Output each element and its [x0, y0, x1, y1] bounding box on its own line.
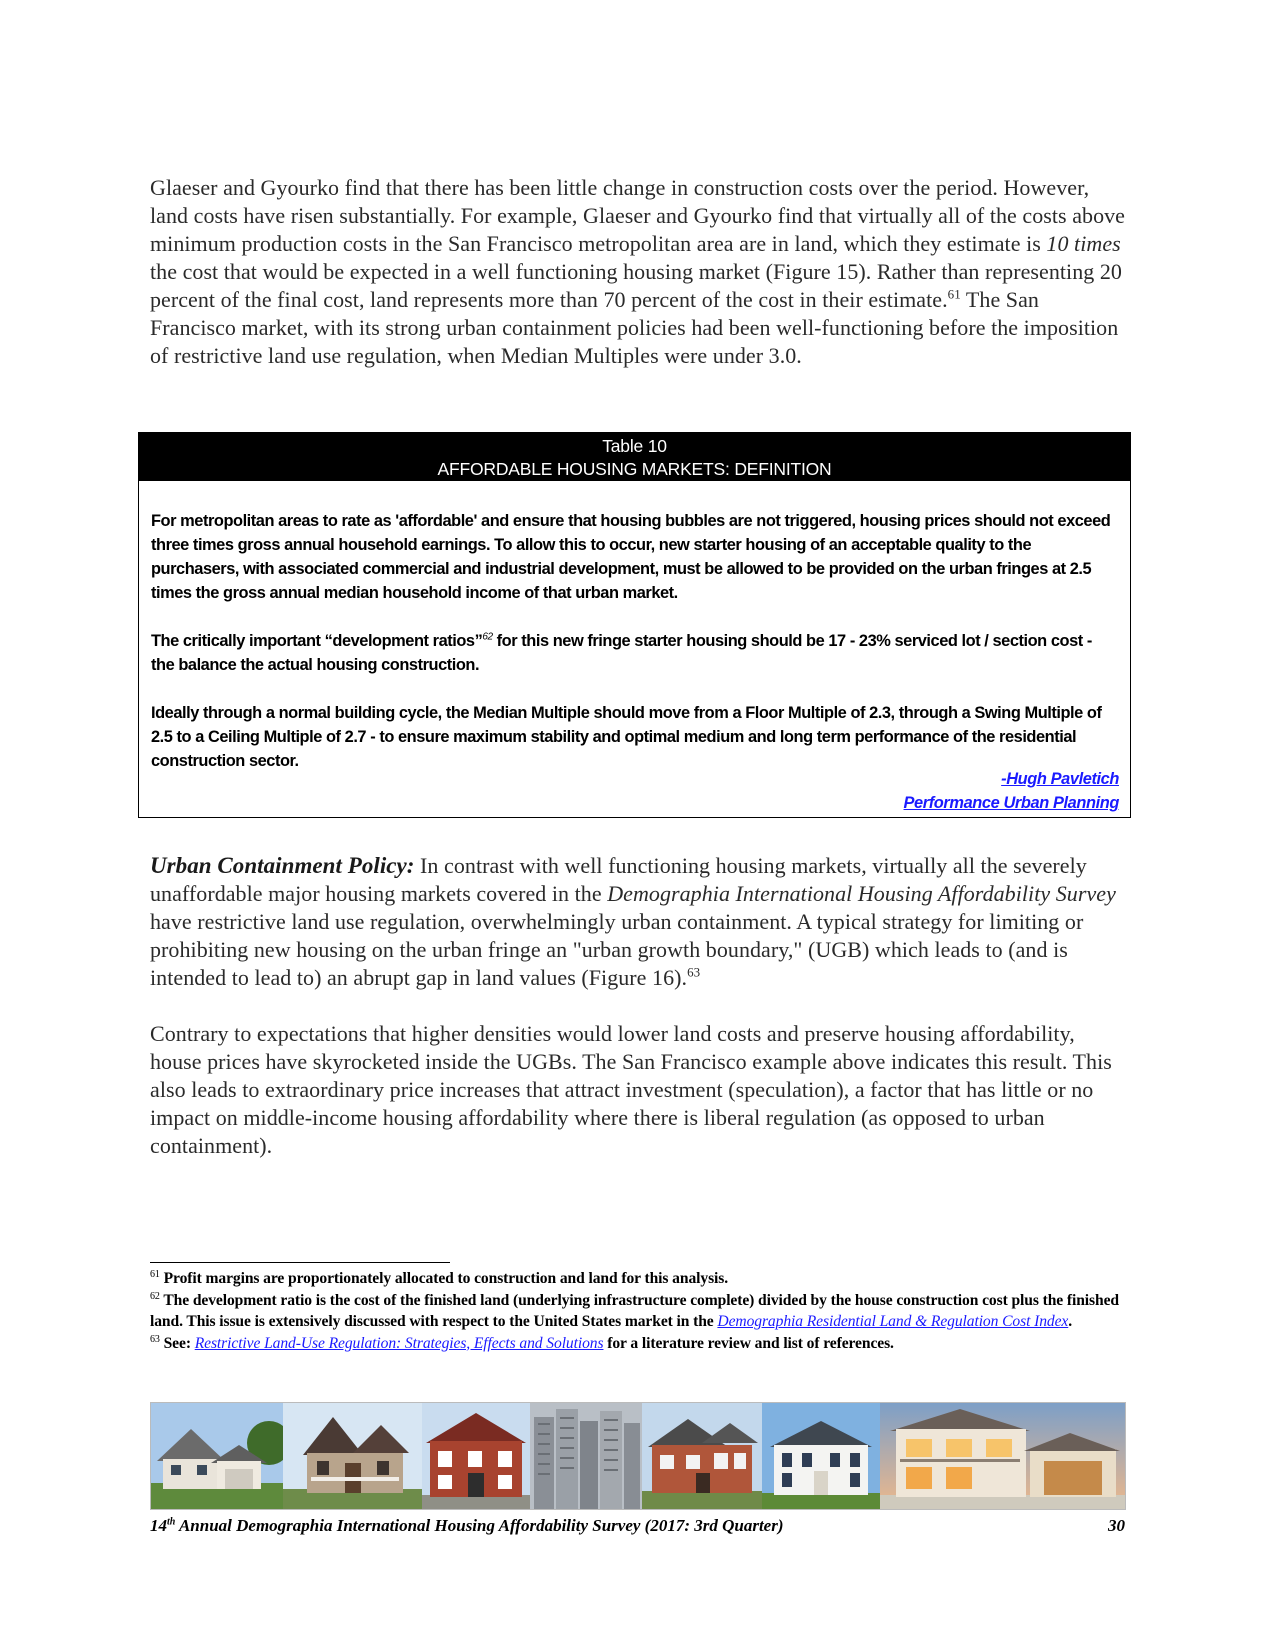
urban-containment-section: [150, 852, 1125, 1160]
footnote-61: [150, 1268, 1125, 1290]
table-body: [139, 481, 1130, 773]
fn-number-63: 63: [150, 1333, 160, 1345]
footnote-ref-61[interactable]: 61: [947, 286, 961, 302]
credit-name-link[interactable]: -Hugh Pavletich: [1001, 770, 1119, 788]
footnote-ref-62[interactable]: 62: [482, 631, 493, 643]
house-photo-1: [151, 1403, 283, 1509]
definition-text-2b: for this new fringe starter housing should be 17 - 23% serviced lot / section cost - the balance the actual housing construction.: [151, 632, 1092, 674]
definition-paragraph-1: For metropolitan areas to rate as 'affordable' and ensure that housing bubbles are not triggered, housing prices should not exceed three times gross annual household earnings. To allow this to occur, new starter housing of an acceptable quality to the purchasers, with associated commercial and industrial development, must be allowed to be provided on the urban fringes at 2.5 times the gross annual median household income of that urban market.: [151, 512, 1111, 602]
intro-section: [150, 174, 1125, 370]
housing-photo-strip: [150, 1402, 1126, 1510]
definition-text-2a: The critically important “development ratios”: [151, 632, 483, 650]
page-number: 30: [1108, 1516, 1125, 1535]
footnote-divider: [150, 1262, 450, 1263]
definition-paragraph-2: [151, 629, 1119, 677]
credit-org-link[interactable]: Performance Urban Planning: [903, 794, 1119, 812]
fn-text-62a: The development ratio is the cost of the finished land (underlying infrastructure complete) divided by the house construction cost plus the finished land. This issue is extensively discussed with respect to the United States market in the: [150, 1291, 1119, 1330]
house-photo-6: [880, 1403, 1126, 1509]
house-photo-2: [283, 1403, 423, 1509]
footer-edition-suffix: th: [167, 1516, 176, 1528]
fn-text-61: Profit margins are proportionately allocated to construction and land for this analysis.: [159, 1270, 729, 1287]
table-title: AFFORDABLE HOUSING MARKETS: DEFINITION: [437, 459, 832, 479]
urban-containment-paragraph: [150, 852, 1125, 992]
house-photo-5: [762, 1403, 880, 1509]
page-footer: [150, 1516, 1125, 1536]
fn-number-62: 62: [150, 1290, 160, 1302]
table-10: [138, 432, 1131, 818]
tower-photo: [530, 1403, 642, 1509]
section-text-1: In contrast with well functioning housing markets, virtually all the severely unaffordable major housing markets covered in the: [150, 853, 1087, 906]
footnote-63: [150, 1333, 1125, 1355]
house-photo-3: [422, 1403, 530, 1509]
footer-survey-title: Annual Demographia International Housing Affordability Survey (2017: 3rd Quarter): [175, 1516, 784, 1535]
house-photo-4: [642, 1403, 762, 1509]
intro-text-1: Glaeser and Gyourko find that there has been little change in construction costs over the period. However, land costs have risen substantially. For example, Glaeser and Gyourko find that virtually all of the costs above minimum production costs in the San Francisco metropolitan area are in land, which they estimate is: [150, 175, 1125, 256]
section-text-2: have restrictive land use regulation, overwhelmingly urban containment. A typical strategy for limiting or prohibiting new housing on the urban fringe an "urban growth boundary," (UGB) which leads to (and is intended to lead to) an abrupt gap in land values (Figure 16).: [150, 909, 1084, 990]
footer-title: [150, 1516, 784, 1535]
intro-text-2: the cost that would be expected in a well functioning housing market (Figure 15). Rather than representing 20 percent of the final cost, land represents more than 70 percent of the cost in their estimate.: [150, 259, 1122, 312]
table-number: Table 10: [602, 436, 667, 456]
intro-paragraph: [150, 174, 1125, 370]
table-header: [139, 433, 1130, 481]
footnote-ref-63[interactable]: 63: [687, 964, 701, 980]
table-credit: [904, 767, 1119, 815]
footnote-62: [150, 1290, 1125, 1333]
survey-title: Demographia International Housing Affordability Survey: [607, 881, 1116, 906]
footnotes: [150, 1268, 1125, 1354]
fn-text-62b: .: [1068, 1313, 1073, 1330]
definition-paragraph-3: Ideally through a normal building cycle, the Median Multiple should move from a Floor Multiple of 2.3, through a Swing Multiple of 2.5 to a Ceiling Multiple of 2.7 - to ensure maximum stability and optimal medium and long term performance of the residential construction sector.: [151, 704, 1102, 770]
fn-text-63a: See:: [159, 1334, 195, 1352]
fn-text-63b: for a literature review and list of references.: [603, 1334, 894, 1352]
ugb-paragraph: Contrary to expectations that higher densities would lower land costs and preserve housing affordability, house prices have skyrocketed inside the UGBs. The San Francisco example above indicates this result. This also leads to extraordinary price increases that attract investment (speculation), a factor that has little or no impact on middle-income housing affordability where there is liberal regulation (as opposed to urban containment).: [150, 1021, 1112, 1158]
intro-text-3: The San Francisco market, with its strong urban containment policies had been well-functioning before the imposition of restrictive land use regulation, when Median Multiples were under 3.0.: [150, 287, 1119, 368]
section-lead: Urban Containment Policy:: [150, 853, 415, 878]
regulation-report-link[interactable]: Restrictive Land-Use Regulation: Strategies, Effects and Solutions: [194, 1334, 604, 1352]
intro-emphasis: 10 times: [1046, 231, 1121, 256]
cost-index-link[interactable]: Demographia Residential Land & Regulation Cost Index: [717, 1313, 1069, 1330]
footer-edition: 14: [150, 1516, 167, 1535]
fn-number-61: 61: [150, 1268, 160, 1280]
